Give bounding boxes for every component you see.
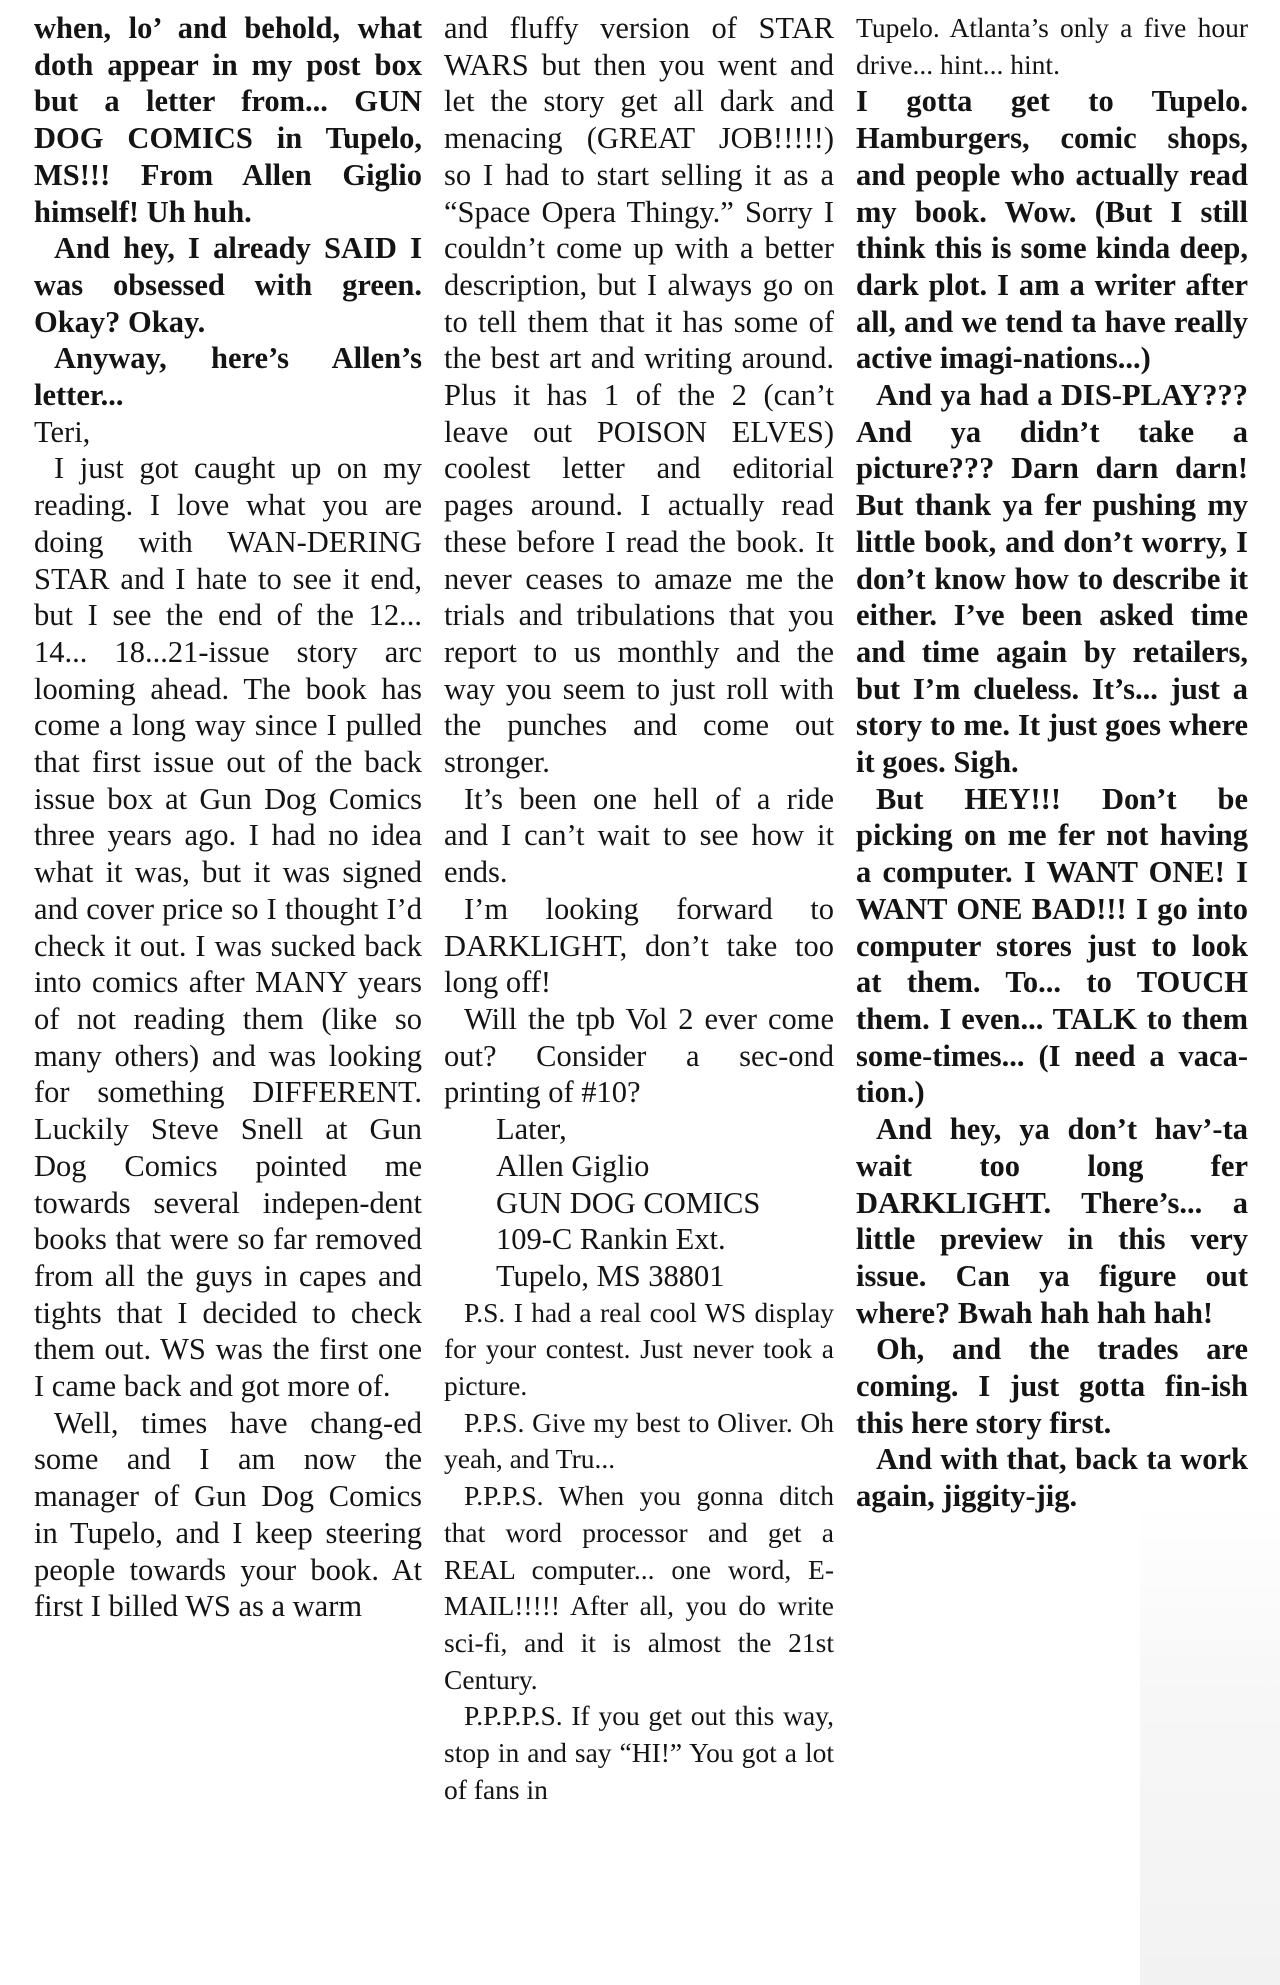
paragraph: Anyway, here’s Allen’s letter... <box>34 341 422 413</box>
text-column-1 <box>34 10 422 1625</box>
postscript: P.P.P.P.S. If you get out this way, stop in and say “HI!” You got a lot of fans in <box>444 1700 834 1805</box>
postscript: P.P.P.S. When you gonna ditch that word processor and get a REAL computer... one word, E-MAIL!!!!! After all, you do write sci-fi, and it is almost the 21st Century. <box>444 1480 834 1695</box>
letter-paragraph: I’m looking forward to DARKLIGHT, don’t take too long off! <box>444 891 834 1000</box>
text-column-3 <box>856 10 1248 1515</box>
letter-salutation: Teri, <box>34 414 91 449</box>
signature-line: Later, <box>496 1112 567 1147</box>
text-column-2 <box>444 10 834 1808</box>
postscript: P.S. I had a real cool WS display for your contest. Just never took a picture. <box>444 1296 834 1402</box>
letter-paragraph: and fluffy version of STAR WARS but then you went and let the story get all dark and menacing (GREAT JOB!!!!!) so I had to start selling it as a “Space Opera Thingy.” Sorry I couldn’t come up with a better description, but I always go on to tell them that it has some of the best art and writing around. Plus it has 1 of the 2 (can’t leave out POISON ELVES) coolest letter and editorial pages around. I actually read these before I read the book. It never ceases to amaze me the trials and tribulations that you report to us monthly and the way you seem to just roll with the punches and come out stronger. <box>444 11 834 780</box>
postscript: Tupelo. Atlanta’s only a five hour drive... hint... hint. <box>856 12 1248 80</box>
paragraph: And hey, I already SAID I was obsessed with green. Okay? Okay. <box>34 231 422 339</box>
letter-paragraph: Will the tpb Vol 2 ever come out? Consider a sec-ond printing of #10? <box>444 1001 834 1110</box>
signature-line: Allen Giglio <box>496 1148 650 1183</box>
paragraph: I gotta get to Tupelo. Hamburgers, comic shops, and people who actually read my book. Wow. (But I still think this is some kinda deep, dark plot. I am a writer after all, and we tend ta have really active imagi-nations...) <box>856 84 1248 376</box>
letter-paragraph: It’s been one hell of a ride and I can’t wait to see how it ends. <box>444 781 834 890</box>
paragraph: Oh, and the trades are coming. I just gotta fin-ish this here story first. <box>856 1332 1248 1440</box>
signature-line: GUN DOG COMICS <box>496 1185 761 1220</box>
letter-paragraph: Well, times have chang-ed some and I am now the manager of Gun Dog Comics in Tupelo, and I keep steering people towards your book. At first I billed WS as a warm <box>34 1405 422 1624</box>
paragraph: But HEY!!! Don’t be picking on me fer not having a computer. I WANT ONE! I WANT ONE BAD!!! I go into computer stores just to look at them. To... to TOUCH them. I even... TALK to them some-times... (I need a vaca-tion.) <box>856 781 1248 1110</box>
letter-signature <box>444 1111 834 1295</box>
paragraph: And ya had a DIS-PLAY??? And ya didn’t take a picture??? Darn darn darn! But thank ya fer pushing my little book, and don’t worry, I don’t know how to describe it either. I’ve been asked time and time again by retailers, but I’m clueless. It’s... just a story to me. It just goes where it goes. Sigh. <box>856 378 1248 780</box>
signature-line: Tupelo, MS 38801 <box>496 1258 725 1293</box>
letter-paragraph: I just got caught up on my reading. I love what you are doing with WAN-DERING STAR and I hate to see it end, but I see the end of the 12... 14... 18...21-issue story arc looming ahead. The book has come a long way since I pulled that first issue out of the back issue box at Gun Dog Comics three years ago. I had no idea what it was, but it was signed and cover price so I thought I’d check it out. I was sucked back into comics after MANY years of not reading them (like so many others) and was looking for something DIFFERENT. Luckily Steve Snell at Gun Dog Comics pointed me towards several indepen-dent books that were so far removed from all the guys in capes and tights that I decided to check them out. WS was the first one I came back and got more of. <box>34 451 422 1404</box>
signature-line: 109-C Rankin Ext. <box>496 1222 726 1257</box>
reply-intro <box>34 10 422 414</box>
bleed-through-shading <box>1140 1500 1280 1985</box>
paragraph: And with that, back ta work again, jiggity-jig. <box>856 1442 1248 1514</box>
paragraph: when, lo’ and behold, what doth appear in my post box but a letter from... GUN DOG COMICS in Tupelo, MS!!! From Allen Giglio himself! Uh huh. <box>34 11 422 229</box>
reply-text <box>856 83 1248 1514</box>
postscript: P.P.S. Give my best to Oliver. Oh yeah, and Tru... <box>444 1406 834 1475</box>
paragraph: And hey, ya don’t hav’-ta wait too long fer DARKLIGHT. There’s... a little preview in this very issue. Can ya figure out where? Bwah hah hah hah! <box>856 1112 1248 1330</box>
